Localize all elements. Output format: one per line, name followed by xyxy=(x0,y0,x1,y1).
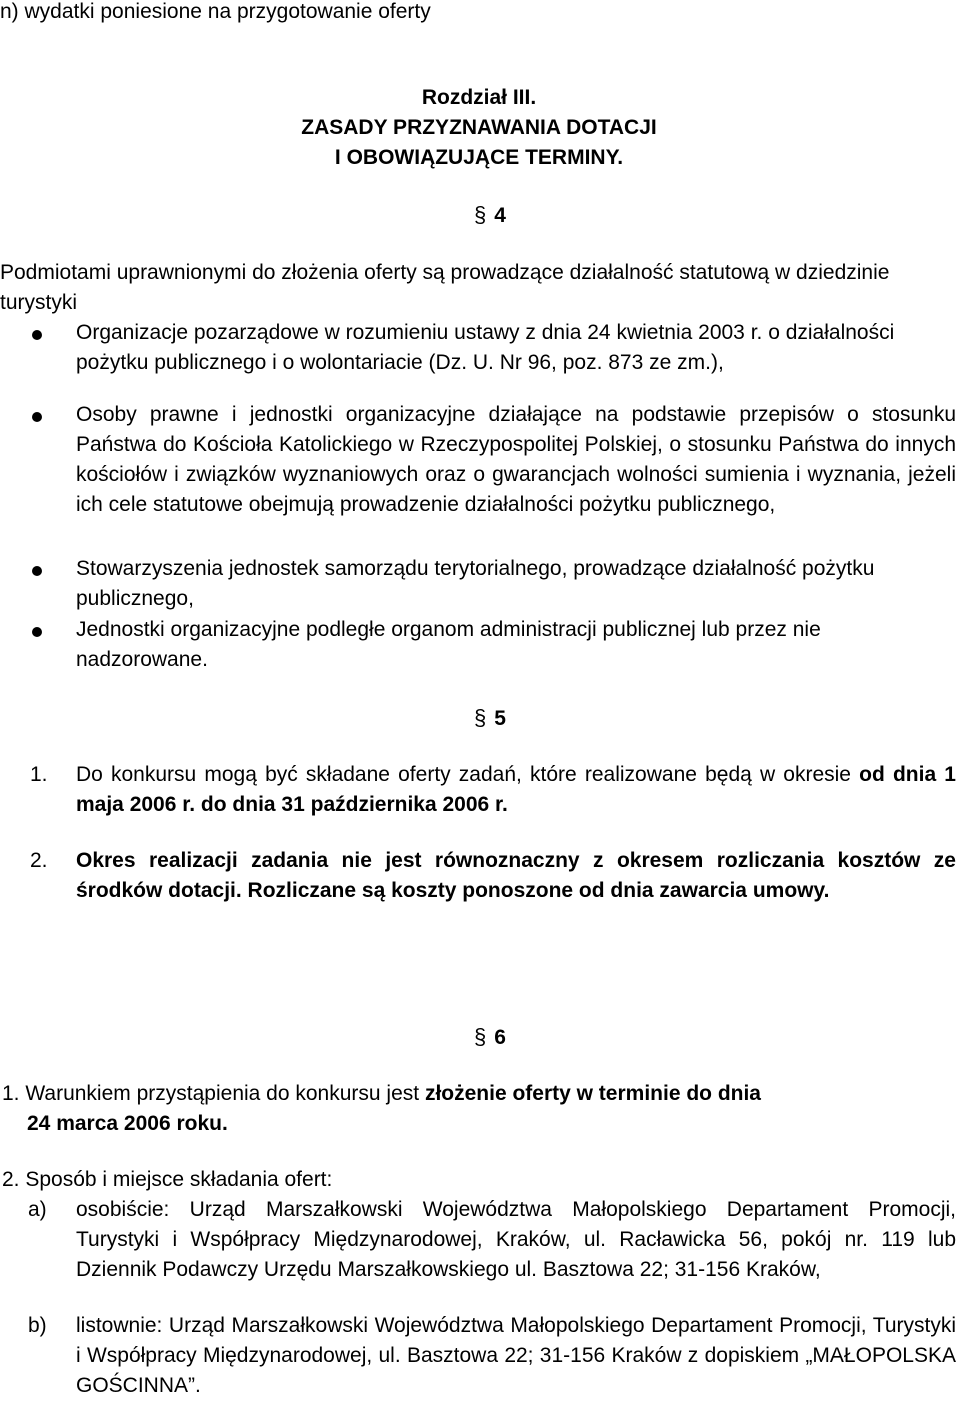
chapter-number: Rozdział III. xyxy=(421,86,537,109)
section-6-heading: § 6 xyxy=(430,1022,550,1053)
chapter-subtitle: I OBOWIĄZUJĄCE TERMINY. xyxy=(334,146,624,169)
section-6-paragraph-2: 2. Sposób i miejsce składania ofert: xyxy=(2,1168,333,1191)
section-sign-icon: § xyxy=(474,705,487,730)
bullet-icon xyxy=(32,330,42,340)
list-item-associations: Stowarzyszenia jednostek samorządu terytorialnego, prowadzące działalność pożytku publicznego, xyxy=(76,557,875,610)
section-sign-icon: § xyxy=(474,202,487,227)
bullet-icon xyxy=(32,627,42,637)
list-letter: b) xyxy=(28,1314,47,1337)
delivery-option-mail: listownie: Urząd Marszałkowski Województwa Małopolskiego Departament Promocji, Turystyki i Współpracy Międzynarodowej, ul. Basztowa 22; 31-156 Kraków z dopiskiem „MAŁOPOLSKA GOŚCINNA”. xyxy=(76,1314,956,1397)
list-item-legal-persons: Osoby prawne i jednostki organizacyjne działające na podstawie przepisów o stosunku Państwa do Kościoła Katolickiego w Rzeczypospolitej Polskiej, o stosunku Państwa do innych kościołów i związków wyznaniowych oraz o gwarancjach wolności sumienia i wyznania, jeżeli ich cele statutowe obejmują prowadzenie działalności pożytku publicznego, xyxy=(76,403,956,516)
paragraph-number: 2. xyxy=(30,849,48,872)
chapter-title: ZASADY PRZYZNAWANIA DOTACJI xyxy=(301,116,657,139)
list-letter: a) xyxy=(28,1198,47,1221)
paragraph-number: 1. xyxy=(30,763,48,786)
section-5-paragraph-2: Okres realizacji zadania nie jest równoznaczny z okresem rozliczania kosztów ze środków dotacji. Rozliczane są koszty ponoszone od dnia zawarcia umowy. xyxy=(76,849,956,902)
delivery-option-in-person: osobiście: Urząd Marszałkowski Województwa Małopolskiego Departament Promocji, Turystyki i Współpracy Międzynarodowej, Kraków, ul. Racławicka 56, pokój nr. 119 lub Dziennik Podawczy Urzędu Marszałkowskiego ul. Basztowa 22; 31-156 Kraków, xyxy=(76,1198,956,1281)
bullet-icon xyxy=(32,412,42,422)
bullet-icon xyxy=(32,566,42,576)
section-5-heading: § 5 xyxy=(430,703,550,734)
section-6-deadline: 24 marca 2006 roku. xyxy=(27,1112,228,1135)
list-item-units: Jednostki organizacyjne podległe organom administracji publicznej lub przez nie nadzorowane. xyxy=(76,618,821,671)
section-5-paragraph-1: Do konkursu mogą być składane oferty zadań, które realizowane będą w okresie od dnia 1 maja 2006 r. do dnia 31 października 2006 r. xyxy=(76,763,956,816)
section-sign-icon: § xyxy=(474,1024,487,1049)
section-4-intro: Podmiotami uprawnionymi do złożenia oferty są prowadzące działalność statutową w dziedzinie turystyki xyxy=(0,261,890,314)
section-4-heading: § 4 xyxy=(430,200,550,231)
list-item-n: n) wydatki poniesione na przygotowanie oferty xyxy=(0,0,431,23)
section-6-paragraph-1: 1. Warunkiem przystąpienia do konkursu jest złożenie oferty w terminie do dnia xyxy=(2,1082,761,1105)
list-item-ngo: Organizacje pozarządowe w rozumieniu ustawy z dnia 24 kwietnia 2003 r. o działalności pożytku publicznego i o wolontariacie (Dz. U. Nr 96, poz. 873 ze zm.), xyxy=(76,321,895,374)
